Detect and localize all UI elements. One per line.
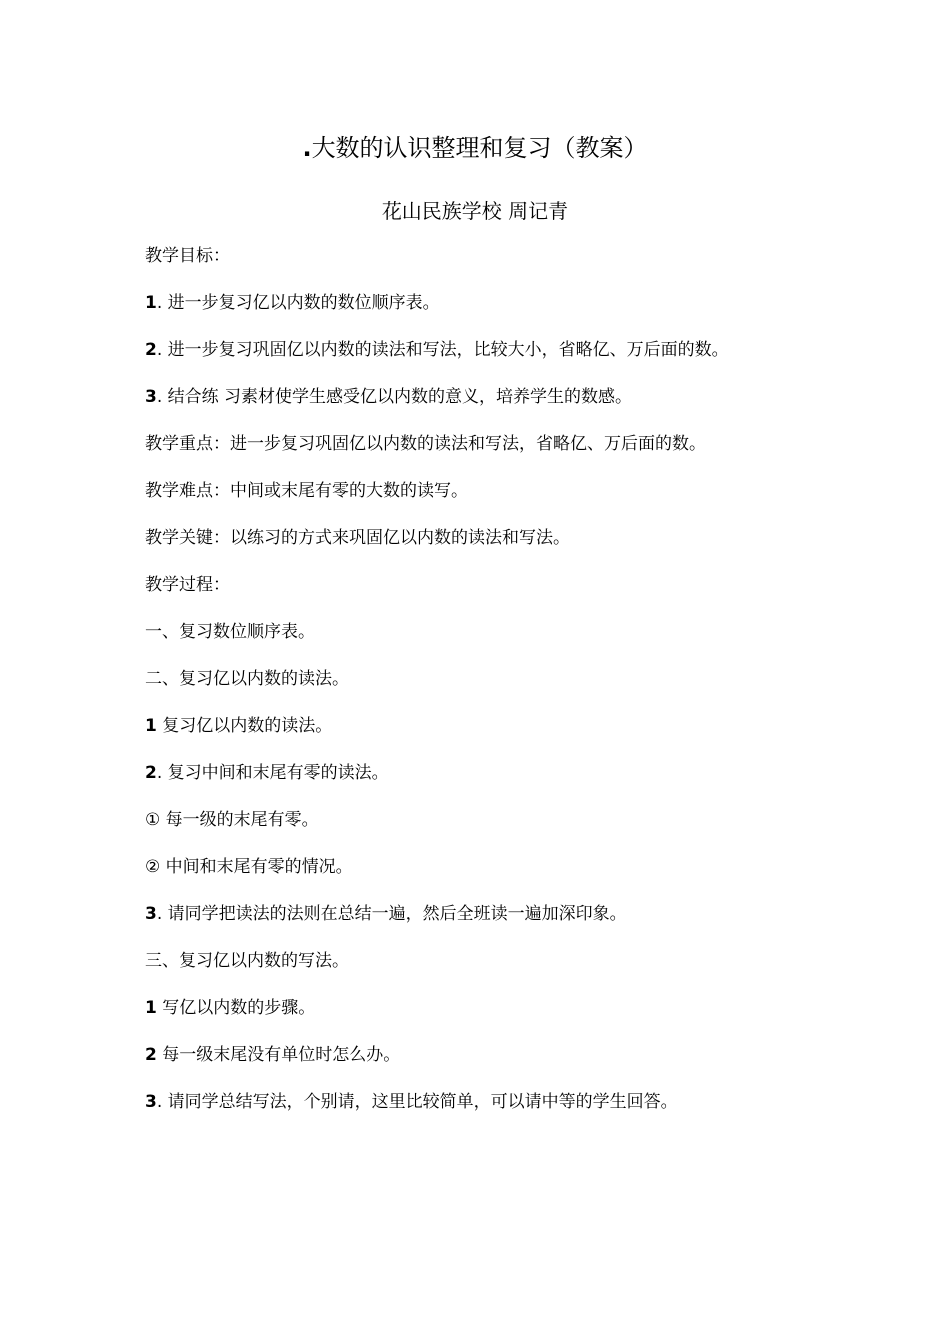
step-item	[145, 903, 627, 925]
key-point-line	[145, 433, 706, 455]
author-line: 花山民族学校 周记青	[381, 199, 569, 223]
line-text: 教学难点：中间或末尾有零的大数的读写。	[145, 481, 468, 501]
section-heading-objectives	[145, 245, 230, 267]
line-text: . 进一步复习巩固亿以内数的读法和写法，比较大小，省略亿、万后面的数。	[156, 340, 729, 360]
item-number: 1	[145, 998, 157, 1018]
objective-item	[145, 339, 729, 361]
section-heading-process	[145, 574, 230, 596]
line-text: 教学过程：	[145, 575, 230, 595]
item-number: 3	[145, 904, 157, 924]
step-heading	[145, 621, 315, 643]
title-text: 大数的认识整理和复习（教案）	[311, 134, 648, 162]
line-text: . 结合练 习素材使学生感受亿以内数的意义，培养学生的数感。	[156, 387, 633, 407]
item-number: 3	[145, 387, 157, 407]
step-heading	[145, 950, 349, 972]
step-item	[145, 997, 315, 1019]
item-number: 1	[145, 716, 157, 736]
sub-item	[145, 856, 353, 878]
objective-item	[145, 292, 440, 314]
line-text: . 复习中间和末尾有零的读法。	[156, 763, 389, 783]
step-item	[145, 1044, 400, 1066]
title-dot: .	[302, 134, 312, 162]
sub-item	[145, 809, 319, 831]
line-text: . 进一步复习亿以内数的数位顺序表。	[156, 293, 440, 313]
item-number: 3	[145, 1092, 157, 1112]
step-heading	[145, 668, 349, 690]
line-text: 每一级末尾没有单位时怎么办。	[156, 1045, 401, 1065]
line-text: 复习亿以内数的读法。	[156, 716, 333, 736]
objective-item	[145, 386, 632, 408]
line-text: 三、复习亿以内数的写法。	[145, 951, 349, 971]
step-item	[145, 1091, 678, 1113]
line-text: . 请同学把读法的法则在总结一遍，然后全班读一遍加深印象。	[156, 904, 627, 924]
line-text: ① 每一级的末尾有零。	[145, 810, 319, 830]
line-text: 教学重点：进一步复习巩固亿以内数的读法和写法，省略亿、万后面的数。	[145, 434, 706, 454]
item-number: 2	[145, 1045, 157, 1065]
step-item	[145, 762, 389, 784]
document-title	[0, 133, 950, 163]
line-text: ② 中间和末尾有零的情况。	[145, 857, 353, 877]
line-text: 教学关键：以练习的方式来巩固亿以内数的读法和写法。	[145, 528, 570, 548]
key-method-line	[145, 527, 570, 549]
step-item	[145, 715, 332, 737]
line-text: 教学目标：	[145, 246, 230, 266]
item-number: 2	[145, 340, 157, 360]
line-text: 一、复习数位顺序表。	[145, 622, 315, 642]
item-number: 1	[145, 293, 157, 313]
line-text: 写亿以内数的步骤。	[156, 998, 316, 1018]
item-number: 2	[145, 763, 157, 783]
line-text: 二、复习亿以内数的读法。	[145, 669, 349, 689]
difficulty-line	[145, 480, 468, 502]
line-text: . 请同学总结写法，个别请，这里比较简单，可以请中等的学生回答。	[156, 1092, 678, 1112]
